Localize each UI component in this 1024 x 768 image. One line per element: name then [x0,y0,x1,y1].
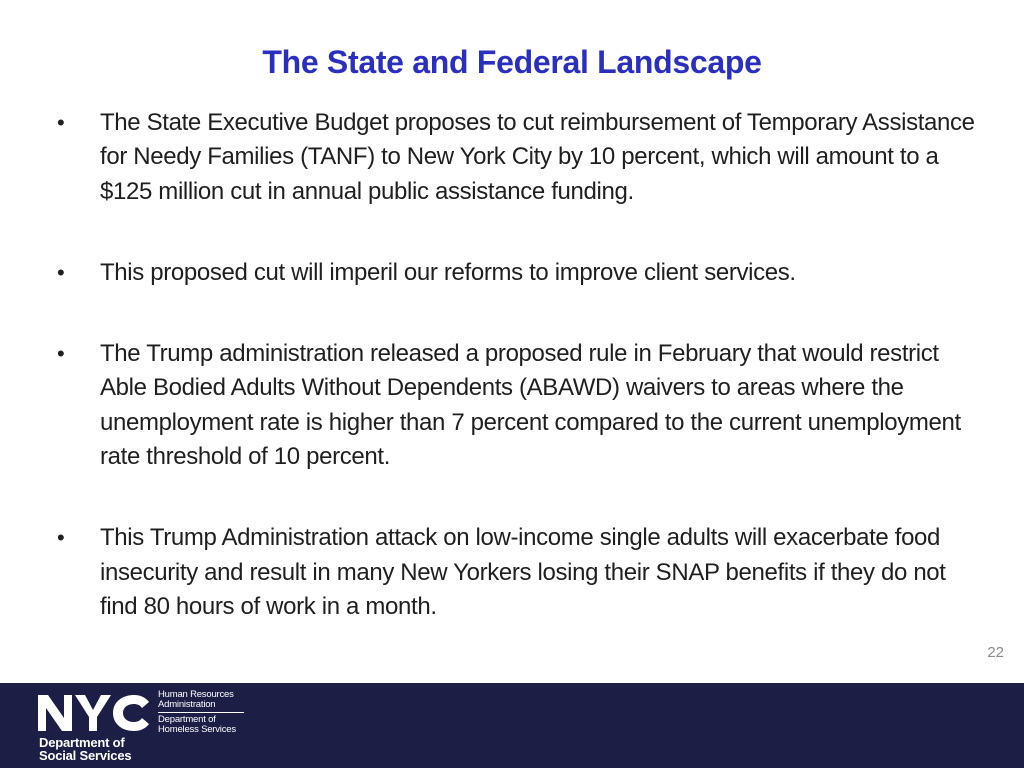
department-name-line1: Department of [39,735,125,750]
slide-title: The State and Federal Landscape [262,44,762,80]
bullet-marker: • [57,259,65,285]
bullet-marker: • [57,341,65,367]
department-name-line2: Social Services [39,748,132,763]
bullet-marker: • [57,110,65,135]
nyc-logo [38,691,150,735]
agency-hra-line2: Administration [158,699,216,710]
agency-list [158,690,248,735]
bullet-item [57,337,977,474]
bullet-text: The State Executive Budget proposes to cut reimbursement of Temporary Assistance for Needy Families (TANF) to New York City by 10 percent, which will amount to a $125 million cut in annual public assistance funding. [100,109,975,205]
bullet-item [57,521,977,624]
bullet-text: This Trump Administration attack on low-income single adults will exacerbate food insecurity and result in many New Yorkers losing their SNAP benefits if they do not find 80 hours of work in a month. [100,524,946,620]
bullet-item [57,256,977,290]
footer-bar [0,683,1024,768]
bullet-marker: • [57,525,65,551]
agency-dhs-line1: Department of [158,714,216,725]
bullet-item [57,106,977,209]
page-number: 22 [987,644,1004,661]
agency-dhs-line2: Homeless Services [158,724,236,735]
bullet-text: This proposed cut will imperil our reforms to improve client services. [100,258,796,286]
bullet-text: The Trump administration released a proposed rule in February that would restrict Able Bodied Adults Without Dependents (ABAWD) waivers to areas where the unemployment rate is higher than 7 percent compared to the current unemployment rate threshold of 10 percent. [100,340,961,471]
agency-hra-line1: Human Resources [158,689,234,700]
bullet-list [57,106,977,624]
agency-divider [158,712,244,713]
department-name [39,736,131,762]
